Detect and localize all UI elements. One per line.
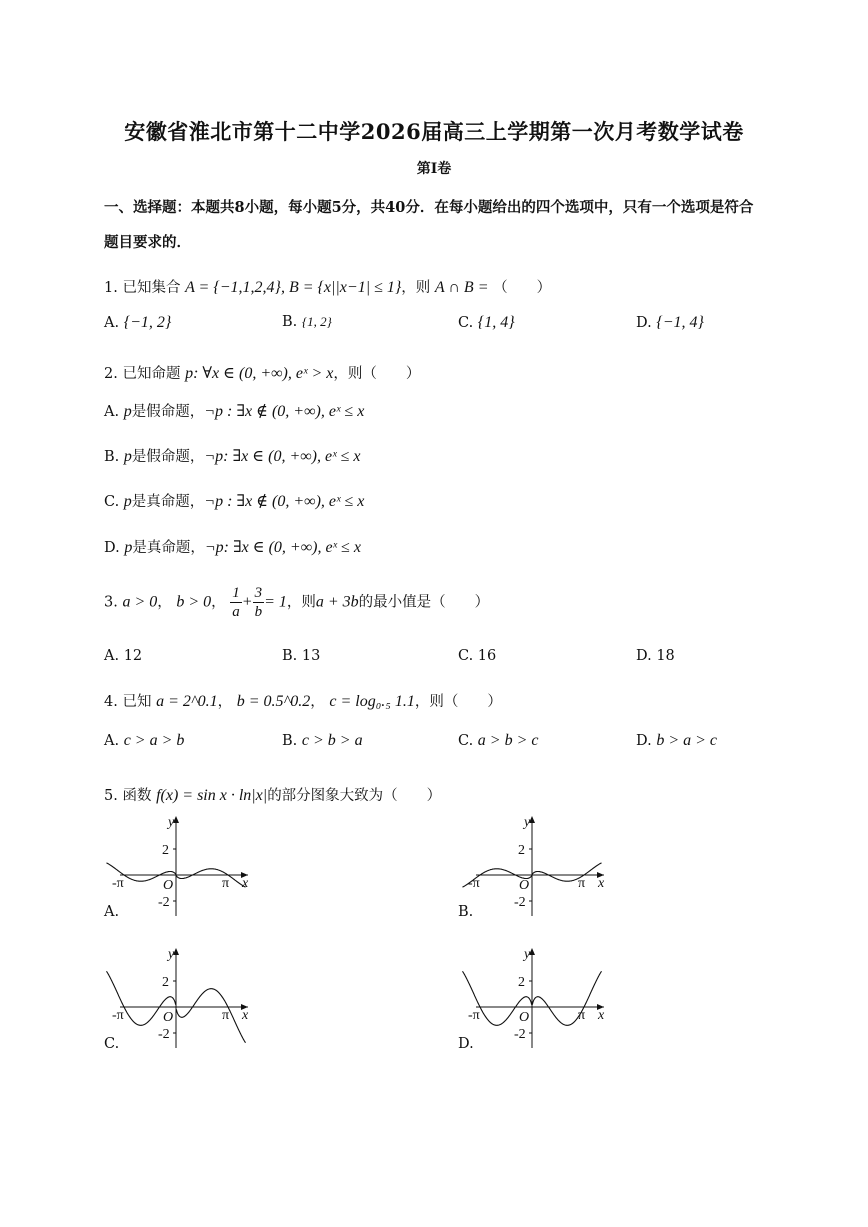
y-axis-label: y	[168, 947, 175, 962]
y-axis-label: y	[168, 815, 175, 830]
q1-option-d[interactable]: D. {−1, 4}	[636, 314, 704, 331]
question-3: 3. a > 0， b > 0， $\frac{1}{a}$ + $\frac{3}{b}$ = 1，则a + 3b的最小值是（ ）	[104, 585, 490, 620]
volume-label: 第Ⅰ卷	[416, 161, 452, 177]
q3-expression: a + 3b	[315, 593, 359, 611]
tick-label-pi: π	[222, 876, 230, 891]
q2-prefix: 2. 已知命题	[104, 366, 181, 382]
tick-label-minus-pi: -π	[112, 876, 124, 891]
x-axis-label: x	[242, 1008, 249, 1023]
q2-option-c[interactable]: C. p是真命题，¬p : ∃x ∉ (0, +∞), eˣ ≤ x	[104, 493, 365, 510]
q5-suffix: 的部分图象大致为（ ）	[267, 788, 442, 804]
q3-fraction-1: $\frac{1}{a}$	[232, 585, 240, 620]
tick-label-minus-2: -2	[514, 895, 526, 910]
q4-option-b[interactable]: B. c > b > a	[282, 732, 363, 749]
tick-label-2: 2	[518, 975, 525, 990]
q3-prefix: 3.	[104, 594, 118, 611]
tick-label-minus-2: -2	[158, 895, 170, 910]
q1-option-c[interactable]: C. {1, 4}	[458, 314, 515, 331]
tick-label-2: 2	[518, 843, 525, 858]
tick-label-pi: π	[222, 1008, 230, 1023]
origin-label: O	[163, 878, 174, 893]
q4-prefix: 4. 已知	[104, 694, 152, 710]
q3-b-condition: b > 0	[176, 593, 212, 611]
q2-option-a[interactable]: A. p是假命题，¬p : ∃x ∉ (0, +∞), eˣ ≤ x	[104, 403, 365, 420]
q3-a-condition: a > 0	[122, 593, 158, 611]
tick-label-pi: π	[578, 1008, 586, 1023]
y-axis-label: y	[524, 815, 531, 830]
q5-option-d[interactable]: D.	[458, 1036, 474, 1052]
q4-option-c[interactable]: C. a > b > c	[458, 732, 539, 749]
q1-intersection: A ∩ B =	[434, 279, 489, 296]
q5-prefix: 5. 函数	[104, 788, 152, 804]
graph-option-c[interactable]	[110, 944, 260, 1054]
q1-option-a[interactable]: A. {−1, 2}	[104, 314, 172, 331]
x-axis-label: x	[598, 1008, 605, 1023]
page-title: 安徽省淮北市第十二中学2026届高三上学期第一次月考数学试卷	[124, 119, 744, 144]
q1-prefix: 1. 已知集合	[104, 280, 181, 296]
section-heading: 一、选择题：本题共8小题，每小题5分，共40分．在每小题给出的四个选项中，只有一个选项是符合题目要求的．	[104, 199, 754, 251]
tick-label-minus-2: -2	[158, 1027, 170, 1042]
q3-mid: ，则	[286, 594, 316, 611]
q5-option-b[interactable]: B.	[458, 904, 474, 920]
tick-label-2: 2	[162, 843, 169, 858]
origin-label: O	[519, 1010, 530, 1025]
q3-suffix: 的最小值是（ ）	[358, 594, 490, 611]
q5-option-a[interactable]: A.	[104, 904, 120, 920]
q2-proposition: p: ∀x ∈ (0, +∞), eˣ > x	[185, 365, 334, 382]
tick-label-2: 2	[162, 975, 169, 990]
question-5	[104, 784, 441, 805]
tick-label-pi: π	[578, 876, 586, 891]
q3-eq-tail: = 1	[264, 593, 287, 611]
y-axis-label: y	[524, 947, 531, 962]
q3-option-a[interactable]: A. 12	[104, 648, 143, 664]
tick-label-minus-pi: -π	[468, 1008, 480, 1023]
q5-option-c[interactable]: C.	[104, 1036, 120, 1052]
graph-option-d[interactable]	[466, 944, 616, 1054]
q4-a-def: a = 2^0.1	[156, 693, 218, 710]
q4-b-def: b = 0.5^0.2	[236, 693, 311, 710]
question-1	[104, 276, 551, 297]
x-axis-label: x	[242, 876, 249, 891]
q2-suffix: ，则（ ）	[333, 366, 421, 382]
origin-label: O	[163, 1010, 174, 1025]
q1-sets: A = {−1,1,2,4}, B = {x||x−1| ≤ 1}	[185, 279, 402, 296]
graph-option-b[interactable]	[466, 812, 616, 922]
q1-paren: （ ）	[493, 280, 552, 296]
q1-mid: ，则	[401, 280, 431, 296]
q1-option-b[interactable]: B. {1, 2}	[282, 314, 332, 330]
x-axis-label: x	[598, 876, 605, 891]
origin-label: O	[519, 878, 530, 893]
question-4: 4. 已知 a = 2^0.1， b = 0.5^0.2， c = log₀.₅ 1.1，则（ ）	[104, 693, 502, 710]
q5-function: f(x) = sin x · ln|x|	[156, 787, 268, 804]
q2-option-b[interactable]: B. p是假命题，¬p: ∃x ∈ (0, +∞), eˣ ≤ x	[104, 448, 361, 465]
tick-label-minus-pi: -π	[468, 876, 480, 891]
q4-suffix: ，则（ ）	[414, 694, 502, 710]
q4-c-def: c = log₀.₅ 1.1	[329, 693, 415, 710]
tick-label-minus-pi: -π	[112, 1008, 124, 1023]
q3-option-c[interactable]: C. 16	[458, 648, 497, 664]
graph-option-a[interactable]	[110, 812, 260, 922]
tick-label-minus-2: -2	[514, 1027, 526, 1042]
q2-option-d[interactable]: D. p是真命题，¬p: ∃x ∈ (0, +∞), eˣ ≤ x	[104, 539, 361, 556]
q4-option-d[interactable]: D. b > a > c	[636, 732, 718, 749]
q4-option-a[interactable]: A. c > a > b	[104, 732, 185, 749]
question-2	[104, 362, 420, 383]
q3-option-d[interactable]: D. 18	[636, 648, 675, 664]
q3-option-b[interactable]: B. 13	[282, 648, 321, 664]
q3-fraction-2: $\frac{3}{b}$	[254, 585, 263, 620]
